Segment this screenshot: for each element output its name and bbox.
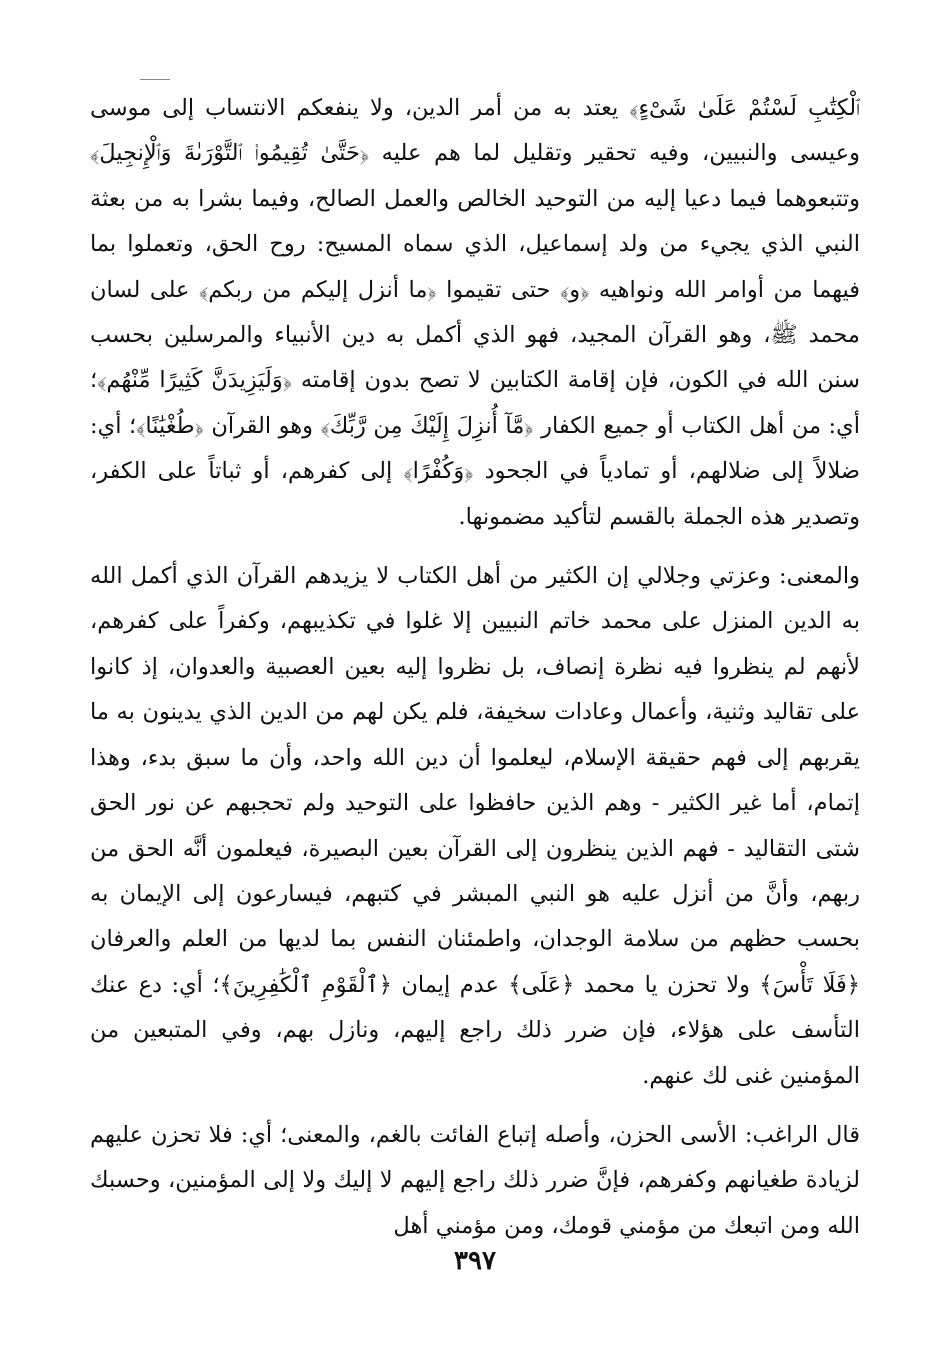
header-rule xyxy=(140,79,170,80)
paragraph-3: قال الراغب: الأسى الحزن، وأصله إتباع الفائت بالغم، والمعنى؛ أي: فلا تحزن عليهم لزيادة طغيانهم وكفرهم، فإنَّ ضرر ذلك راجع إليهم لا إليك ولا إلى المؤمنين، وحسبك الله ومن اتبعك من مؤمني قومك، ومن مؤمني أهل xyxy=(90,1121,860,1239)
page-body xyxy=(90,86,860,1249)
paragraph-2: والمعنى: وعزتي وجلالي إن الكثير من أهل الكتاب لا يزيدهم القرآن الذي أكمل الله به الدين المنزل على محمد خاتم النبيين إلا غلوا في تكذيبهم، وكفراً على كفرهم، لأنهم لم ينظروا فيه نظرة إنصاف، بل نظروا إليه بعين العصبية والعدوان، إذ كانوا على تقاليد وثنية، وأعمال وعادات سخيفة، فلم يكن لهم من الدين الذي يدينون به ما يقربهم إلى فهم حقيقة الإسلام، ليعلموا أن دين الله واحد، وأن ما سبق بدء، وهذا إتمام، أما غير الكثير - وهم الذين حافظوا على التوحيد ولم تحجبهم عن نور الحق شتى التقاليد - فهم الذين ينظرون إلى القرآن بعين البصيرة، فيعلمون أنَّه الحق من ربهم، وأنَّ من أنزل عليه هو النبي المبشر في كتبهم، فيسارعون إلى الإيمان به بحسب حظهم من سلامة الوجدان، واطمئنان النفس بما لديها من العلم والعرفان ﴿فَلَا تَأْسَ﴾ ولا تحزن يا محمد ﴿عَلَى﴾ عدم إيمان ﴿ٱلْقَوْمِ ٱلْكَٰفِرِينَ﴾؛ أي: دع عنك التأسف على هؤلاء، فإن ضرر ذلك راجع إليهم، ونازل بهم، وفي المتبعين من المؤمنين غنى لك عنهم. xyxy=(90,563,860,1089)
page-number: ٣٩٧ xyxy=(454,1246,496,1276)
paragraph-1: ٱلْكِتَٰبِ لَسْتُمْ عَلَىٰ شَىْءٍ﴾ يعتد به من أمر الدين، ولا ينفعكم الانتساب إلى موسى وعيسى والنبيين، وفيه تحقير وتقليل لما هم عليه ﴿حَتَّىٰ تُقِيمُوا۟ ٱلتَّوْرَىٰةَ وَٱلْإِنجِيلَ﴾ وتتبعوهما فيما دعيا إليه من التوحيد الخالص والعمل الصالح، وفيما بشرا به من بعثة النبي الذي يجيء من ولد إسماعيل، الذي سماه المسيح: روح الحق، وتعملوا بما فيهما من أوامر الله ونواهيه ﴿و﴾ حتى تقيموا ﴿ما أنزل إليكم من ربكم﴾ على لسان محمد ﷺ، وهو القرآن المجيد، فهو الذي أكمل به دين الأنبياء والمرسلين بحسب سنن الله في الكون، فإن إقامة الكتابين لا تصح بدون إقامته ﴿وَلَيَزِيدَنَّ كَثِيرًا مِّنْهُم﴾؛ أي: من أهل الكتاب أو جميع الكفار ﴿مَّآ أُنزِلَ إِلَيْكَ مِن رَّبِّكَ﴾ وهو القرآن ﴿طُغْيَٰنًا﴾؛ أي: ضلالاً إلى ضلالهم، أو تمادياً في الجحود ﴿وَكُفْرًا﴾ إلى كفرهم، أو ثباتاً على الكفر، وتصدير هذه الجملة بالقسم لتأكيد مضمونها. xyxy=(90,95,860,530)
